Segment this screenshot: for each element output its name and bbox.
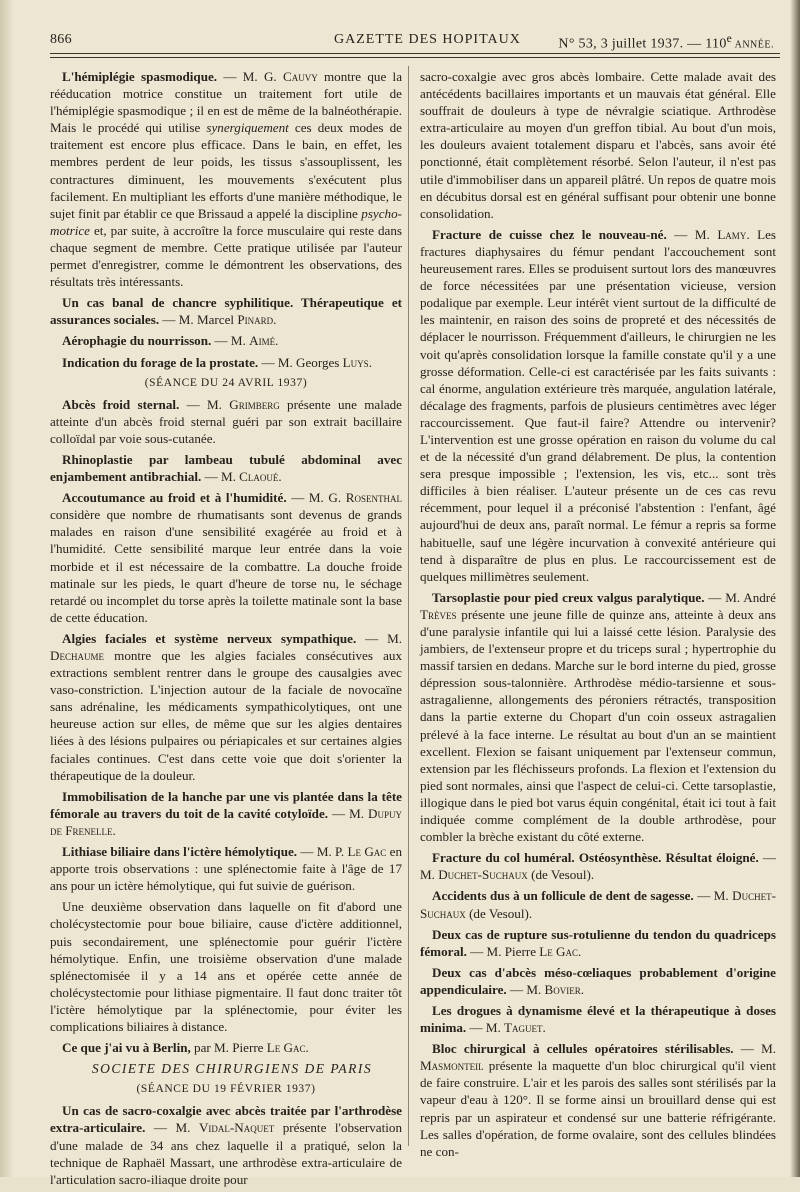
article-title: Aérophagie du nourrisson. — [62, 333, 212, 349]
article-algies — [50, 630, 402, 784]
article-text: présente la maquette d'un bloc chirurgical qu'il vient de faire construire. L'air et les parois des salles sont stérilisés par la vapeur d'eau à 120°. Il se forme ainsi un brouillard dense qui est repris par un aspirateur et condensé sur une batterie réfrigérante. Les salles d'opération, de forme ovalaire, sont des cellules blindées ne con- — [420, 1058, 776, 1159]
author-name: Claoué — [239, 469, 279, 485]
session-heading: (SÉANCE DU 19 FÉVRIER 1937) — [136, 1083, 316, 1096]
author-prefix: — M. Marcel — [159, 312, 238, 328]
author-name: Grimberg — [229, 396, 280, 412]
issue-info — [558, 32, 774, 53]
author-prefix: — M. — [733, 1041, 777, 1057]
article-end: . — [273, 312, 277, 328]
italic-term: psycho-motrice — [50, 205, 402, 238]
article-abces-sternal — [50, 396, 402, 447]
article-text: considère que nombre de rhumatisants sont devenus de grands malades en raison d'une sensibilité exagérée au froid et à l'humidité. Cette sensibilité marque leur entrée dans la voie morbide et il est nécessaire de la combattre. La douche froide matinale sur les pieds, le quart d'heure de torse nu, le séchage retardé ou incomplet du torse après la toilette matinale sont la base de cette éducation. — [50, 507, 402, 625]
author-name: Bovier — [544, 981, 581, 997]
article-text: ces deux modes de traitement est encore plus efficace. Dans le bain, en effet, les membres perdent de leur poids, les tissus s'assouplissent, les contractures diminuent, les mouvements s'exécutent plus facilement. En multipliant les efforts d'une manière méthodique, le sujet finit par établir ce que Brissaud a appelé la discipline — [50, 120, 402, 221]
article-title: Lithiase biliaire dans l'ictère hémolytique. — [62, 844, 298, 860]
session-heading: (SÉANCE DU 24 AVRIL 1937) — [144, 376, 308, 389]
author-prefix: — M. — [201, 469, 240, 485]
author-prefix: — M. — [420, 850, 776, 883]
article-rhinoplastie — [50, 451, 402, 485]
article-end: . — [578, 943, 582, 959]
article-prostate — [50, 354, 402, 371]
article-aerophagie — [50, 332, 402, 349]
author-name: Dechaume — [50, 648, 104, 663]
author-name: Trèves — [420, 606, 457, 622]
author-prefix: — M. — [356, 630, 402, 646]
article-text: présente une jeune fille de quinze ans, atteinte à deux ans d'une paralysie infantile qui lui a laissé cette lésion. Paralysie des jambiers, de l'extenseur propre et du triceps sural ; hypertrophie du massif tarsien en dedans. Marche sur le bord interne du pied, grosse dépression sous-talonnière. Arthrodèse médio-tarsienne et sous-astragalienne, allongements des péroniers rétractés, transposition dans la partie externe du Chopart d'un coin osseux astragalien prélevé à la face interne. Le résultat au bout d'un an se maintient excellent. Flexion se faisant uniquement par l'extenseur commun, extension par les fléchisseurs profonds. La flexion et l'extension du pied sont normales, ainsi que l'aspect de celui-ci. Cette tarsoplastie, illogique dans le pied bot varus équin congénital, était ici tout à fait indiquée comme complément de la double arthrodèse, pour combler la brèche existant du côté externe. — [420, 606, 776, 845]
article-title: Deux cas d'abcès méso-cœliaques probablement d'origine appendiculaire. — [420, 964, 776, 997]
article-end: . — [112, 822, 116, 838]
issue-date: N° 53, 3 juillet 1937. — 110 — [558, 36, 727, 52]
article-rupture-tendon — [420, 926, 776, 960]
article-dent-sagesse — [420, 887, 776, 921]
author-name: Le Gac — [539, 943, 579, 959]
article-end: . — [542, 1020, 546, 1036]
article-berlin — [50, 1039, 402, 1056]
author-prefix: — M. André — [704, 589, 776, 605]
article-fracture-cuisse — [420, 226, 776, 585]
article-text: présente l'observation d'une malade de 34 ans chez laquelle il a pratiqué, selon la technique de Raphaël Massart, une arthrodèse extra-articulaire de l'articulation sacro-iliaque droite pour — [50, 1120, 402, 1187]
header-rule-top — [50, 53, 780, 54]
article-end: . — [305, 1040, 309, 1056]
article-drogues — [420, 1002, 776, 1036]
author-name: Pinard — [237, 312, 274, 328]
author-prefix: — M. Pierre — [466, 943, 540, 959]
article-tarsoplastie — [420, 589, 776, 845]
article-text: . Les fractures diaphysaires du fémur pendant l'accouchement sont heureusement rares. Elles se produisent surtout lors des manœuvres de force nécessitées par une présentation vicieuse, version podalique par exemple. Leur intérêt vient surtout de la difficulté de les maintenir, en raison des soins de propreté et des nécessités de déplacer le nourrisson. Fréquemment d'ailleurs, le chirurgien ne les voit qu'après consolidation lorsque la famille constate qu'il y a une grosse déformation. Celle-ci est caractérisée par les faits suivants : cal énorme, angulation extérieure très marquée, angulation latérale, décalage des fragments, parfois de plusieurs centimètres avec léger raccourcissement. Que faut-il faire? Attendre ou intervenir? L'intervention est une grosse opération en raison du volume du cal et de la nécessité d'un grand délabrement. De plus, la contention sera presque impossible ; l'extension, les vis, etc... sont très difficiles à bien réaliser. L'auteur présente un de ces cas revu récemment, pour lequel il a préconisé l'abstention : l'enfant, âgé aujourd'hui de deux ans, paraît normal. Le fémur a repris sa forme habituelle, sauf une légère incurvation à convexité antérieure qui tend à disparaître de plus en plus. Le raccourcissement est de quelques millimètres seulement. — [420, 226, 776, 584]
article-text: présente une malade atteinte d'un abcès froid sternal guéri par son extrait bacillaire colloïdal par voie sous-cutanée. — [50, 396, 402, 446]
article-title: Indication du forage de la prostate. — [62, 354, 259, 370]
author-name: Duchet-Suchaux — [438, 867, 528, 883]
author-name: Aimé — [249, 333, 276, 349]
author-prefix: — M. P. — [297, 844, 348, 860]
society-heading: SOCIETE DES CHIRURGIENS DE PARIS — [91, 1061, 373, 1077]
article-hanche — [50, 788, 402, 839]
italic-term: synergiquement — [206, 120, 289, 136]
article-text: en apporte trois observations : une splénectomie faite à l'âge de 17 ans pour un ictère hémolytique, qui fut suivie de guérison. — [50, 844, 402, 894]
author-name: Dupuy de Frenelle — [50, 805, 402, 838]
author-prefix: — M. — [328, 805, 369, 821]
author-name: Rosenthal — [345, 490, 402, 506]
author-prefix: — M. G. — [217, 69, 283, 84]
page-right-edge — [790, 0, 800, 1177]
article-title: Bloc chirurgical à cellules opératoires stérilisables. — [432, 1041, 734, 1057]
article-title: Algies faciales et système nerveux sympathique. — [62, 630, 357, 646]
article-title: Un cas banal de chancre syphilitique. Thérapeutique et assurances sociales. — [50, 295, 402, 328]
author-prefix: — M. G. — [286, 490, 346, 506]
author-prefix: — M. — [506, 981, 545, 997]
article-title: Immobilisation de la hanche par une vis plantée dans la tête fémorale au travers du toit de la cavité cotyloïde. — [50, 788, 402, 821]
page-left-edge — [0, 0, 14, 1177]
author-name: Lamy — [717, 226, 747, 242]
article-title: Un cas de sacro-coxalgie avec abcès traitée par l'arthrodèse extra-articulaire. — [50, 1103, 402, 1136]
author-prefix: — M. Georges — [258, 354, 343, 370]
author-name: Luys — [342, 354, 369, 370]
author-prefix: — M. — [693, 888, 733, 904]
author-name: Duchet-Suchaux — [420, 888, 776, 921]
header-rule-bottom — [50, 57, 780, 58]
article-end: (de Vesoul). — [465, 905, 533, 921]
issue-suffix: e — [726, 32, 733, 45]
article-title: Tarsoplastie pour pied creux valgus paralytique. — [432, 589, 705, 605]
article-sacro-coxalgie — [50, 1102, 402, 1187]
article-title: Ce que j'ai vu à Berlin, — [62, 1040, 191, 1056]
article-lithiase-cont: Une deuxième observation dans laquelle on fit d'abord une cholécystectomie pour boue biliaire, cause d'ictère additionnel, puis secondairement, une splénectomie pour guérir l'ictère hémolytique. Enfin, une troisième observation d'une malade splénectomisée il y a 14 ans et opérée cette année de cholécystectomie pour lithiase pigmentaire. Il faut donc traiter tôt l'ictère hémolytique par la splénectomie, pour éviter les complications biliaires à distance. — [50, 899, 402, 1034]
article-title: L'hémiplégie spasmodique. — [62, 69, 218, 84]
article-title: Les drogues à dynamisme élevé et la thérapeutique à doses minima. — [420, 1002, 776, 1036]
author-prefix: — M. — [666, 226, 718, 242]
author-prefix: — M. — [145, 1120, 199, 1136]
author-name: Vidal-Naquet — [198, 1120, 275, 1136]
article-end: (de Vesoul). — [527, 867, 595, 883]
issue-annee: ANNÉE. — [732, 39, 774, 51]
author-prefix: — M. — [211, 333, 250, 349]
article-fracture-col — [420, 849, 776, 883]
column-divider — [408, 66, 409, 1146]
article-text: et, par suite, à accroître la force musculaire qui reste dans chaque segment de membre. Cette pratique utilisée par l'auteur permet d'enregistrer, comme le démontrent les observations, des résultats très intéressants. — [50, 222, 402, 290]
article-title: Abcès froid sternal. — [62, 396, 180, 412]
article-title: Fracture de cuisse chez le nouveau-né. — [432, 226, 667, 242]
article-title: Fracture du col huméral. Ostéosynthèse. Résultat éloigné. — [432, 850, 759, 866]
author-prefix: — M. — [179, 396, 230, 412]
author-name: Le Gac — [347, 844, 387, 860]
page-number: 866 — [50, 32, 72, 47]
article-title: Rhinoplastie par lambeau tubulé abdominal avec enjambement antibrachial. — [50, 451, 402, 485]
article-end: . — [275, 333, 279, 349]
article-end: . — [580, 981, 585, 997]
left-column — [50, 68, 402, 1192]
article-text: montre que les algies faciales consécutives aux extractions semblent rentrer dans le groupe des causalgies avec vaso-constriction. L'injection autour de la faciale de novocaïne sans adrénaline, les médicaments sympathicolytiques, ont une heureuse action sur elles, de même que sur les algies dentaires liées à des lésions pulpaires ou périapicales et sur certaines algies faciales continues. C'est dans cette voie que doit s'orienter la thérapeutique de la douleur. — [50, 648, 402, 783]
article-end: . — [368, 354, 372, 370]
article-accoutumance — [50, 489, 402, 626]
author-prefix: — M. — [466, 1020, 505, 1036]
author-name: Taguet — [504, 1020, 543, 1036]
article-lithiase — [50, 843, 402, 894]
page-header — [44, 30, 782, 50]
author-name: Cauvy — [282, 69, 318, 84]
article-end: . — [278, 469, 282, 485]
article-sacro-coxalgie-cont: sacro-coxalgie avec gros abcès lombaire. Cette malade avait des antécédents bacillaires importants et un mauvais état général. Elle souffrait de douleurs à type de névralgie sciatique. Arthrodèse extra-articulaire au moyen d'un greffon tibial. Au bout d'un mois, les douleurs avaient totalement disparu et l'abcès, sans avoir été ponctionné, était complètement résorbé. Selon l'auteur, il n'est pas utile d'immobiliser dans un appareil plâtré. Un repos de quatre mois en décubitus dorsal est en général suffisant pour obtenir une bonne consolidation. — [420, 69, 776, 221]
article-bloc-chirurgical — [420, 1040, 776, 1160]
article-title: Accidents dus à un follicule de dent de sagesse. — [432, 888, 694, 904]
article-text: montre que la rééducation motrice constitue un traitement fort utile de l'hémiplégie spasmodique ; il en est de même de la balnéothérapie. Mais le procédé qui utilise — [50, 69, 403, 136]
article-hemiplegie — [50, 68, 402, 290]
article-chancre — [50, 294, 402, 328]
right-column — [420, 68, 776, 1164]
article-abces-meso — [420, 964, 776, 998]
author-name: Le Gac — [266, 1040, 306, 1056]
article-title: Accoutumance au froid et à l'humidité. — [62, 490, 287, 506]
author-name: Masmonteil — [420, 1058, 484, 1074]
article-title: Deux cas de rupture sus-rotulienne du tendon du quadriceps fémoral. — [420, 926, 776, 959]
journal-title: GAZETTE DES HOPITAUX — [334, 32, 521, 47]
author-prefix: par M. Pierre — [190, 1040, 267, 1056]
